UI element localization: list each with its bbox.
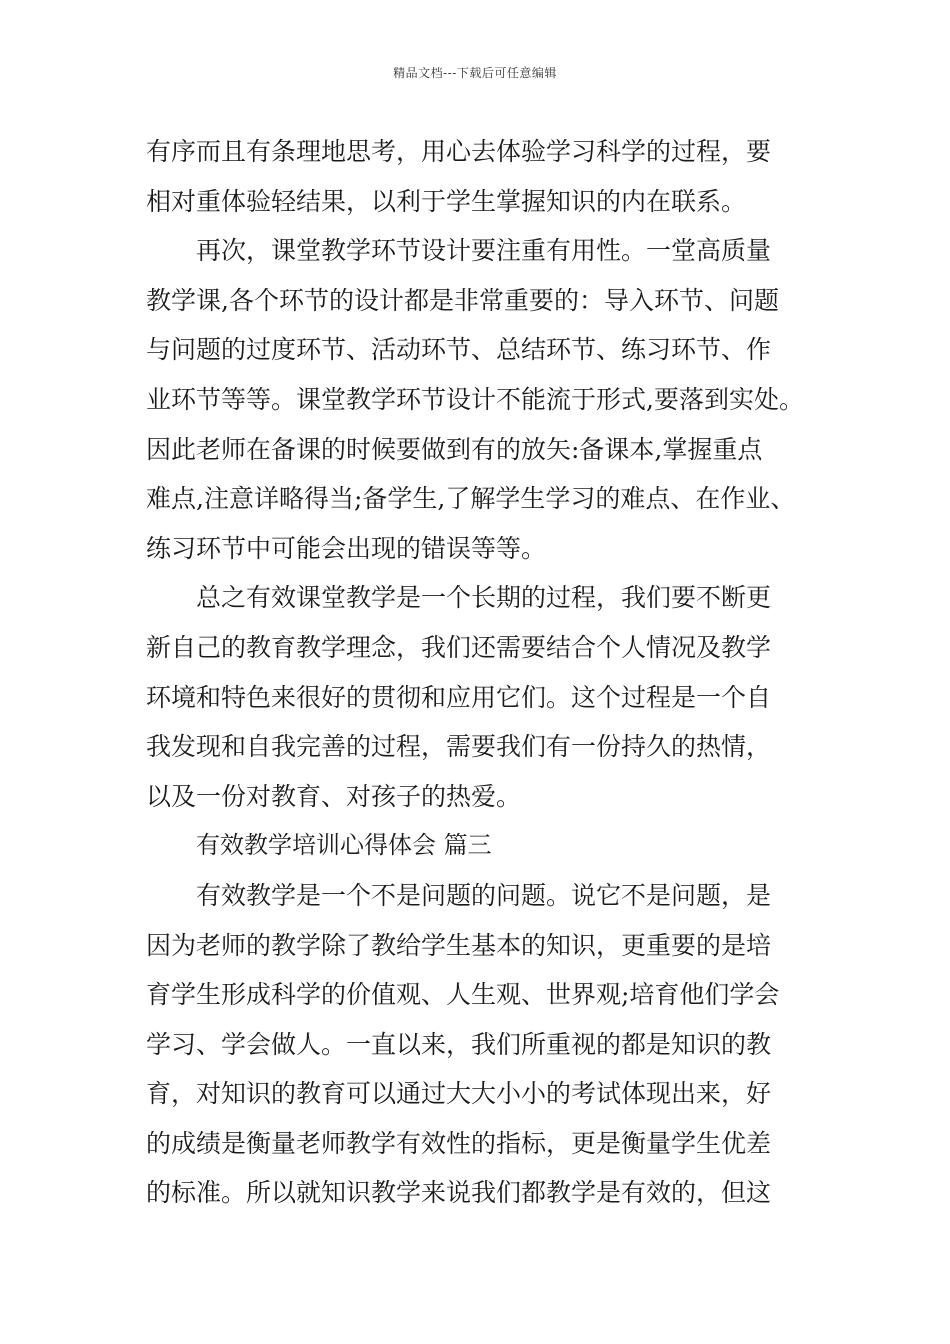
text-line: 业环节等等。课堂教学环节设计不能流于形式,要落到实处。	[146, 384, 804, 414]
text-line: 育学生形成科学的价值观、人生观、世界观;培育他们学会	[146, 980, 780, 1010]
text-line: 因此老师在备课的时候要做到有的放矢:备课本,掌握重点	[146, 434, 763, 464]
text-line: 练习环节中可能会出现的错误等等。	[146, 533, 547, 563]
text-line: 相对重体验轻结果，以利于学生掌握知识的内在联系。	[146, 186, 747, 216]
text-line: 的标准。所以就知识教学来说我们都教学是有效的，但这	[146, 1178, 772, 1208]
text-line: 与问题的过度环节、活动环节、总结环节、练习环节、作	[146, 335, 772, 365]
text-line: 的成绩是衡量老师教学有效性的指标，更是衡量学生优差	[146, 1128, 772, 1158]
text-line: 环境和特色来很好的贯彻和应用它们。这个过程是一个自	[146, 682, 772, 712]
text-line: 因为老师的教学除了教给学生基本的知识，更重要的是培	[146, 930, 772, 960]
text-line: 育，对知识的教育可以通过大大小小的考试体现出来，好	[146, 1079, 772, 1109]
document-body	[146, 127, 826, 1218]
text-line: 教学课,各个环节的设计都是非常重要的：导入环节、问题	[146, 285, 779, 315]
section-heading: 有效教学培训心得体会 篇三	[196, 831, 492, 860]
text-line: 新自己的教育教学理念，我们还需要结合个人情况及教学	[146, 632, 772, 662]
text-line: 总之有效课堂教学是一个长期的过程，我们要不断更	[196, 583, 772, 613]
text-line: 学习、学会做人。一直以来，我们所重视的都是知识的教	[146, 1029, 772, 1059]
text-line: 我发现和自我完善的过程，需要我们有一份持久的热情，	[146, 732, 772, 762]
text-line: 以及一份对教育、对孩子的热爱。	[146, 781, 522, 811]
page-header: 精品文档---下载后可任意编辑	[393, 66, 557, 80]
text-line: 有序而且有条理地思考，用心去体验学习科学的过程，要	[146, 137, 772, 166]
text-line: 有效教学是一个不是问题的问题。说它不是问题，是	[196, 880, 772, 910]
text-line: 难点,注意详略得当;备学生,了解学生学习的难点、在作业、	[146, 484, 796, 514]
text-line: 再次，课堂教学环节设计要注重有用性。一堂高质量	[196, 236, 772, 266]
